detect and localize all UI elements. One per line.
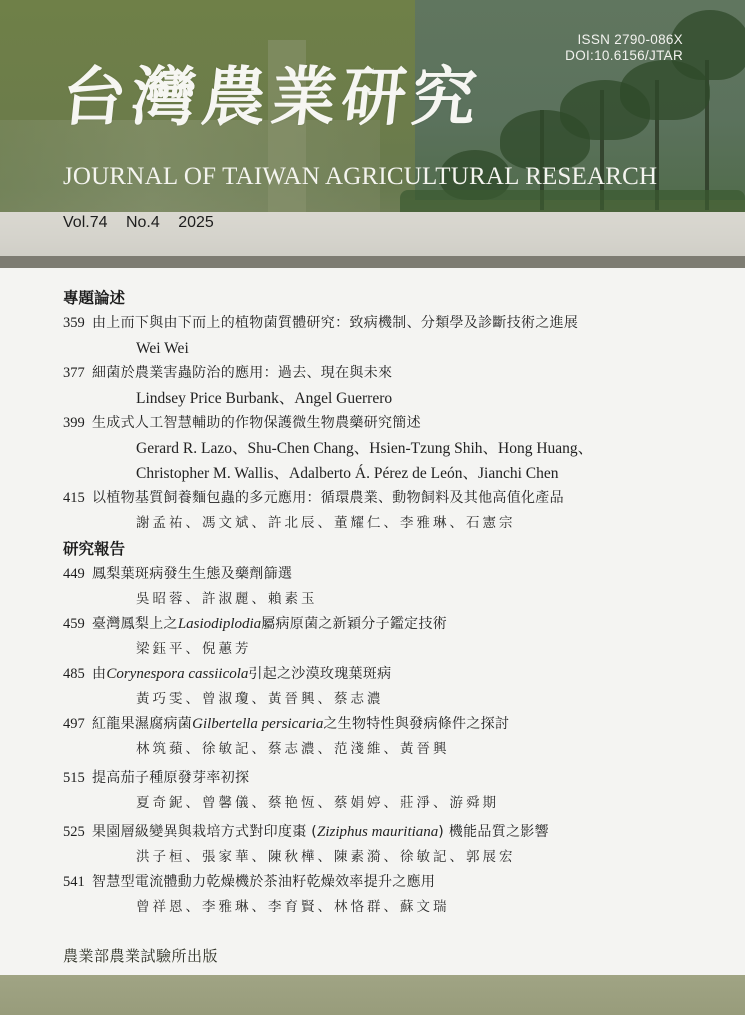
page-number: 485 <box>63 666 85 682</box>
journal-title-chinese: 台灣農業研究 <box>58 61 486 135</box>
toc-entry[interactable] <box>63 870 703 920</box>
number-label: No.4 <box>125 214 160 231</box>
article-authors: 曾祥恩、李雅琳、李育賢、林恪群、蘇文瑞 <box>136 899 450 915</box>
article-authors: Wei Wei <box>136 340 189 357</box>
article-authors: 洪子桓、張家華、陳秋樺、陳素漪、徐敏記、郭展宏 <box>136 849 516 865</box>
toc-entry[interactable] <box>63 712 703 762</box>
article-title <box>92 662 391 687</box>
toc-entry[interactable] <box>63 820 703 870</box>
toc-entry[interactable] <box>63 361 703 411</box>
page-number: 497 <box>63 716 85 732</box>
article-authors-continued: Christopher M. Wallis、Adalberto Á. Pérez de León、Jianchi Chen <box>136 465 559 482</box>
article-title: 智慧型電流體動力乾燥機於茶油籽乾燥效率提升之應用 <box>92 874 436 890</box>
toc-entry[interactable] <box>63 766 703 816</box>
section-title-review: 專題論述 <box>63 289 126 307</box>
issn-doi-block <box>565 32 683 64</box>
year-label: 2025 <box>178 214 214 231</box>
publisher-label: 農業部農業試驗所出版 <box>63 947 219 965</box>
page-number: 541 <box>63 874 85 890</box>
article-authors: 夏奇鈮、曾馨儀、蔡艳恆、蔡娟婷、莊淨、游舜期 <box>136 795 499 811</box>
article-title: 生成式人工智慧輔助的作物保護微生物農藥研究簡述 <box>92 415 421 431</box>
issue-info <box>63 214 228 232</box>
species-name: Lasiodiplodia <box>177 616 262 632</box>
volume-label: Vol.74 <box>63 214 108 231</box>
article-authors: 謝孟祐、馮文斌、許北辰、董耀仁、李雅琳、石憲宗 <box>136 515 516 531</box>
article-title: 由上而下與由下而上的植物菌質體研究：致病機制、分類學及診斷技術之進展 <box>92 315 579 331</box>
page-number: 359 <box>63 315 85 331</box>
section-title-research: 研究報告 <box>63 540 126 558</box>
page-number: 459 <box>63 616 85 632</box>
article-title: 鳳梨葉斑病發生生態及藥劑篩選 <box>92 566 293 582</box>
article-authors: 梁鈺平、倪蕙芳 <box>136 641 252 657</box>
page-number: 525 <box>63 824 85 840</box>
journal-title-english: JOURNAL OF TAIWAN AGRICULTURAL RESEARCH <box>63 163 658 190</box>
page-number: 377 <box>63 365 85 381</box>
species-name: Ziziphus mauritiana <box>317 824 439 840</box>
toc-entry[interactable] <box>63 612 703 662</box>
page-number: 515 <box>63 770 85 786</box>
footer-color-band <box>0 975 745 1015</box>
article-authors: Gerard R. Lazo、Shu-Chen Chang、Hsien-Tzung Shih、Hong Huang、 <box>136 440 594 457</box>
title-text: 臺灣鳳梨上之 <box>92 616 178 632</box>
article-title <box>92 712 509 737</box>
page-number: 399 <box>63 415 85 431</box>
article-authors: Lindsey Price Burbank、Angel Guerrero <box>136 390 393 407</box>
toc-entry[interactable] <box>63 311 703 361</box>
article-title: 以植物基質飼養麵包蟲的多元應用：循環農業、動物飼料及其他高值化產品 <box>92 490 564 506</box>
page-number: 415 <box>63 490 85 506</box>
toc-entry[interactable] <box>63 562 703 612</box>
article-authors: 黃巧雯、曾淑瓊、黃晉興、蔡志濃 <box>136 691 384 707</box>
page-number: 449 <box>63 566 85 582</box>
title-text: ) 機能品質之影響 <box>438 824 549 840</box>
table-of-contents <box>63 285 703 920</box>
species-name: Corynespora cassiicola <box>106 666 249 682</box>
cover-header-photo <box>0 0 745 268</box>
article-title: 提高茄子種原發芽率初探 <box>92 770 250 786</box>
title-text: 由 <box>92 666 107 682</box>
article-title <box>92 612 447 637</box>
title-text: 屬病原菌之新穎分子鑑定技術 <box>261 616 448 632</box>
article-title: 細菌於農業害蟲防治的應用：過去、現在與未來 <box>92 365 393 381</box>
article-authors: 林筑蘋、徐敏記、蔡志濃、范淺維、黃晉興 <box>136 741 450 757</box>
issn-label: ISSN 2790-086X <box>577 32 683 47</box>
species-name: Gilbertella persicaria <box>192 716 324 732</box>
article-authors: 吳昭蓉、許淑麗、賴素玉 <box>136 591 318 607</box>
toc-entry[interactable] <box>63 662 703 712</box>
title-text: 果園層級變異與栽培方式對印度棗 ( <box>92 824 318 840</box>
article-title <box>92 820 549 845</box>
toc-entry[interactable] <box>63 486 703 536</box>
title-text: 紅龍果濕腐病菌 <box>92 716 193 732</box>
photo-road-lower <box>0 256 745 268</box>
doi-label: DOI:10.6156/JTAR <box>565 48 683 63</box>
toc-entry[interactable] <box>63 411 703 486</box>
title-text: 引起之沙漠玫瑰葉斑病 <box>248 666 392 682</box>
title-text: 之生物特性與發病條件之探討 <box>323 716 510 732</box>
